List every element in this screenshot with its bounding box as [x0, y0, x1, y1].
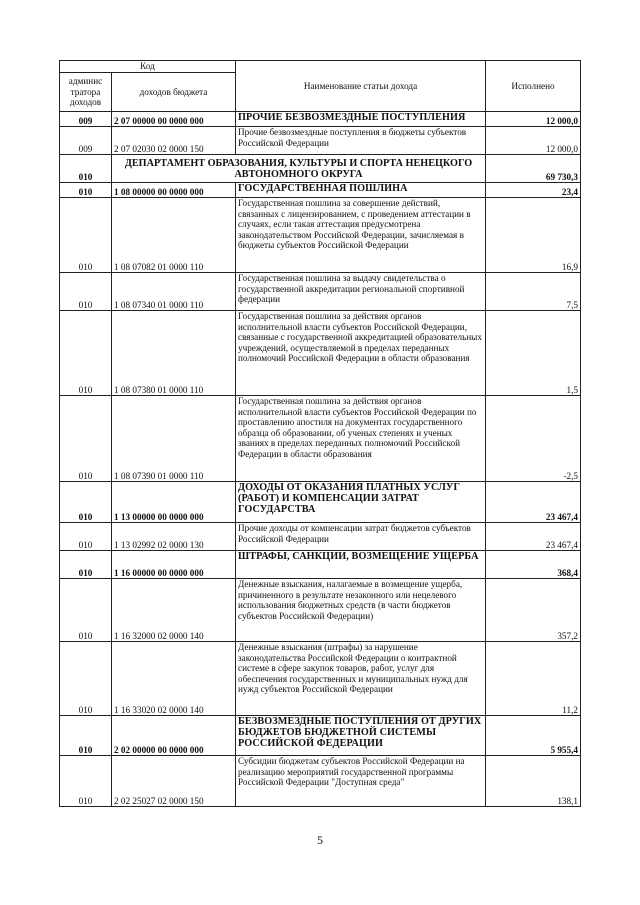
item-name-cell: ПРОЧИЕ БЕЗВОЗМЕЗДНЫЕ ПОСТУПЛЕНИЯ	[236, 112, 486, 127]
table-row	[60, 642, 581, 716]
admin-code-cell: 009	[60, 112, 112, 127]
admin-code-cell: 010	[60, 155, 112, 183]
item-name-cell: ДОХОДЫ ОТ ОКАЗАНИЯ ПЛАТНЫХ УСЛУГ (РАБОТ) И КОМПЕНСАЦИИ ЗАТРАТ ГОСУДАРСТВА	[236, 482, 486, 523]
executed-value-cell: 138,1	[486, 756, 581, 807]
item-name-cell: Прочие безвозмездные поступления в бюджеты субъектов Российской Федерации	[236, 127, 486, 155]
page-number: 5	[317, 833, 323, 847]
item-name-cell: Государственная пошлина за выдачу свидетельства о государственной аккредитации региональной спортивной федерации	[236, 273, 486, 311]
executed-column-header: Исполнено	[486, 61, 581, 112]
admin-code-cell: 010	[60, 183, 112, 198]
item-name-cell: Государственная пошлина за совершение действий, связанных с лицензированием, с проведением аттестации в случаях, если такая аттестация предусмотрена законодательством Российской Федерации, зачисляемая в бюджеты субъектов Российской Федерации	[236, 198, 486, 273]
table-row	[60, 579, 581, 642]
name-column-header: Наименование статьи дохода	[236, 61, 486, 112]
budget-code-cell: 1 16 00000 00 0000 000	[112, 551, 236, 579]
item-name-cell: Государственная пошлина за действия органов исполнительной власти субъектов Российской Федерации по проставлению апостиля на документах государственного образца об образовании, об ученых степенях и ученых званиях в пределах переданных полномочий Российской Федерации в области образования	[236, 396, 486, 482]
admin-code-cell: 010	[60, 642, 112, 716]
table-row	[60, 396, 581, 482]
executed-value-cell: 23 467,4	[486, 482, 581, 523]
admin-code-cell: 010	[60, 716, 112, 756]
budget-code-cell: 1 13 00000 00 0000 000	[112, 482, 236, 523]
admin-code-cell: 009	[60, 127, 112, 155]
admin-code-cell: 010	[60, 756, 112, 807]
executed-value-cell: -2,5	[486, 396, 581, 482]
admin-column-header: админис тратора доходов	[60, 73, 112, 112]
admin-code-cell: 010	[60, 273, 112, 311]
executed-value-cell: 11,2	[486, 642, 581, 716]
budget-code-column-header: доходов бюджета	[112, 73, 236, 112]
budget-code-cell: 2 02 25027 02 0000 150	[112, 756, 236, 807]
budget-code-cell: 1 08 07380 01 0000 110	[112, 311, 236, 396]
item-name-cell: Денежные взыскания (штрафы) за нарушение законодательства Российской Федерации о контрактной системе в сфере закупок товаров, работ, услуг для обеспечения государственных и муниципальных нужд для нужд субъектов Российской Федерации	[236, 642, 486, 716]
executed-value-cell: 1,5	[486, 311, 581, 396]
table-row	[60, 183, 581, 198]
executed-value-cell: 7,5	[486, 273, 581, 311]
admin-code-cell: 010	[60, 311, 112, 396]
item-name-cell: ГОСУДАРСТВЕННАЯ ПОШЛИНА	[236, 183, 486, 198]
executed-value-cell: 12 000,0	[486, 127, 581, 155]
table-row	[60, 716, 581, 756]
item-name-cell: Субсидии бюджетам субъектов Российской Федерации на реализацию мероприятий государственной программы Российской Федерации "Доступная среда"	[236, 756, 486, 807]
item-name-cell: ШТРАФЫ, САНКЦИИ, ВОЗМЕЩЕНИЕ УЩЕРБА	[236, 551, 486, 579]
budget-code-cell: 1 16 32000 02 0000 140	[112, 579, 236, 642]
budget-code-cell: 1 16 33020 02 0000 140	[112, 642, 236, 716]
table-row	[60, 523, 581, 551]
table-row	[60, 127, 581, 155]
executed-value-cell: 69 730,3	[486, 155, 581, 183]
executed-value-cell: 12 000,0	[486, 112, 581, 127]
budget-code-cell: 1 08 07390 01 0000 110	[112, 396, 236, 482]
table-row	[60, 482, 581, 523]
table-row	[60, 551, 581, 579]
item-name-cell: Государственная пошлина за действия органов исполнительной власти субъектов Российской Федерации, связанные с государственной аккредитацией образовательных учреждений, осуществляемой в пределах переданных полномочий Российской Федерации в области образования	[236, 311, 486, 396]
admin-code-cell: 010	[60, 482, 112, 523]
table-row	[60, 198, 581, 273]
item-name-cell: Прочие доходы от компенсации затрат бюджетов субъектов Российской Федерации	[236, 523, 486, 551]
budget-code-cell: 1 08 07340 01 0000 110	[112, 273, 236, 311]
table-row	[60, 273, 581, 311]
table-row	[60, 311, 581, 396]
revenue-table	[59, 60, 581, 807]
admin-code-cell: 010	[60, 579, 112, 642]
code-header: Код	[60, 61, 236, 73]
admin-code-cell: 010	[60, 551, 112, 579]
executed-value-cell: 368,4	[486, 551, 581, 579]
header-row-1	[60, 61, 581, 73]
executed-value-cell: 23 467,4	[486, 523, 581, 551]
department-name-cell: ДЕПАРТАМЕНТ ОБРАЗОВАНИЯ, КУЛЬТУРЫ И СПОРТА НЕНЕЦКОГО АВТОНОМНОГО ОКРУГА	[112, 155, 486, 183]
budget-code-cell: 1 13 02992 02 0000 130	[112, 523, 236, 551]
budget-code-cell: 2 07 00000 00 0000 000	[112, 112, 236, 127]
admin-code-cell: 010	[60, 198, 112, 273]
admin-code-cell: 010	[60, 523, 112, 551]
budget-code-cell: 1 08 00000 00 0000 000	[112, 183, 236, 198]
executed-value-cell: 357,2	[486, 579, 581, 642]
budget-code-cell: 2 02 00000 00 0000 000	[112, 716, 236, 756]
table-row	[60, 756, 581, 807]
executed-value-cell: 16,9	[486, 198, 581, 273]
budget-code-cell: 1 08 07082 01 0000 110	[112, 198, 236, 273]
item-name-cell: БЕЗВОЗМЕЗДНЫЕ ПОСТУПЛЕНИЯ ОТ ДРУГИХ БЮДЖЕТОВ БЮДЖЕТНОЙ СИСТЕМЫ РОССИЙСКОЙ ФЕДЕРАЦИИ	[236, 716, 486, 756]
budget-code-cell: 2 07 02030 02 0000 150	[112, 127, 236, 155]
executed-value-cell: 23,4	[486, 183, 581, 198]
executed-value-cell: 5 955,4	[486, 716, 581, 756]
table-row	[60, 112, 581, 127]
item-name-cell: Денежные взыскания, налагаемые в возмещение ущерба, причиненного в результате незаконного или нецелевого использования бюджетных средств (в части бюджетов субъектов Российской Федерации)	[236, 579, 486, 642]
admin-code-cell: 010	[60, 396, 112, 482]
department-row	[60, 155, 581, 183]
